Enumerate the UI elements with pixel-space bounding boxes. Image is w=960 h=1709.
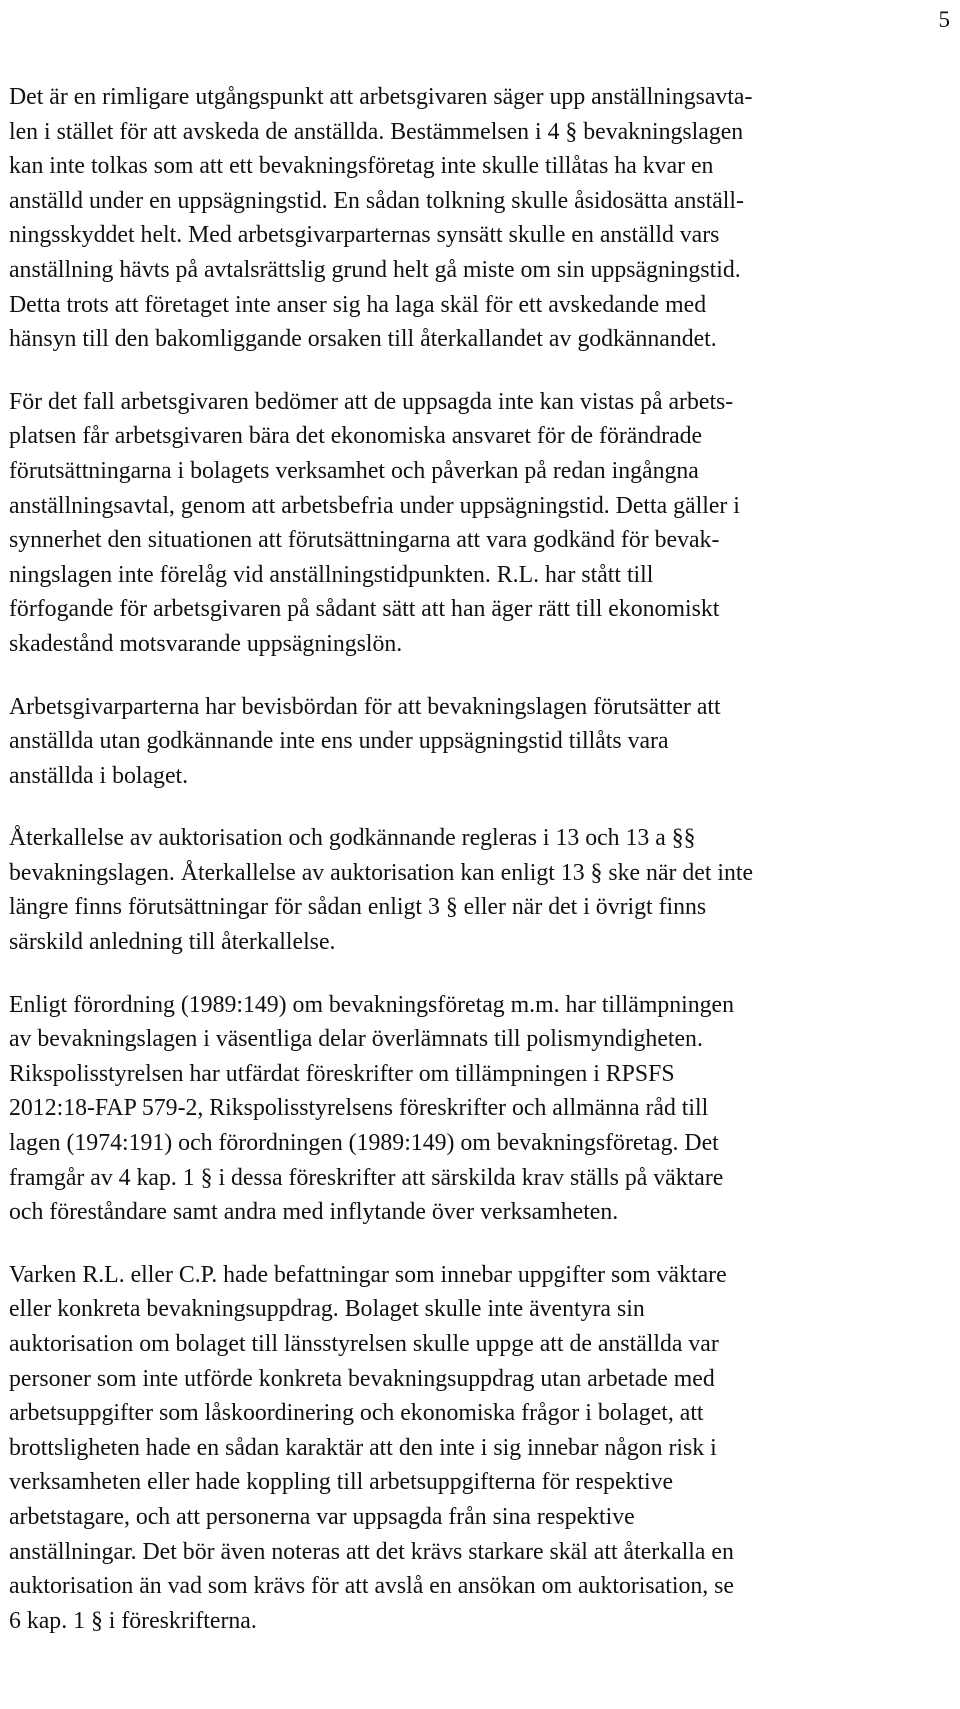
paragraph-4: Återkallelse av auktorisation och godkännande regleras i 13 och 13 a §§ bevakningslagen. Återkallelse av auktorisation kan enligt 13 § ske när det inte längre finns förutsättningar för sådan enligt 3 § eller när det i övrigt finns särskild anledning till återkallelse. bbox=[9, 825, 754, 956]
paragraph-5: Enligt förordning (1989:149) om bevakningsföretag m.m. har tillämpningen av bevakningslagen i väsentliga delar överlämnats till polismyndigheten. Rikspolisstyrelsen har utfärdat föreskrifter om tillämpningen i RPSFS 2012:18-FAP 579-2, Rikspolisstyrelsens föreskrifter och allmänna råd till lagen (1974:191) och förordningen (1989:149) om bevakningsföretag. Det framgår av 4 kap. 1 § i dessa föreskrifter att särskilda krav ställs på väktare och föreståndare samt andra med inflytande över verksamheten. bbox=[9, 991, 735, 1226]
document-body bbox=[9, 80, 949, 1666]
paragraph-6: Varken R.L. eller C.P. hade befattningar som innebar uppgifter som väktare eller konkreta bevakningsuppdrag. Bolaget skulle inte äventyra sin auktorisation om bolaget till länsstyrelsen skulle uppge att de anställda var personer som inte utförde konkreta bevakningsuppdrag utan arbetade med arbetsuppgifter som låskoordinering och ekonomiska frågor i bolaget, att brottsligheten hade en sådan karaktär att den inte i sig innebar någon risk i verksamheten eller hade koppling till arbetsuppgifterna för respektive arbetstagare, och att personerna var uppsagda från sina respektive anställningar. Det bör även noteras att det krävs starkare skäl att återkalla en auktorisation än vad som krävs för att avslå en ansökan om auktorisation, se 6 kap. 1 § i föreskrifterna. bbox=[9, 1261, 734, 1634]
page-number: 5 bbox=[938, 7, 950, 32]
paragraph-1: Det är en rimligare utgångspunkt att arbetsgivaren säger upp anställningsavta- len i stället för att avskeda de anställda. Bestämmelsen i 4 § bevakningslagen kan inte tolkas som att ett bevakningsföretag inte skulle tillåtas ha kvar en anställd under en uppsägningstid. En sådan tolkning skulle åsidosätta anställ- ningsskyddet helt. Med arbetsgivarparternas synsätt skulle en anställd vars anställning hävts på avtalsrättslig grund helt gå miste om sin uppsägningstid. Detta trots att företaget inte anser sig ha laga skäl för ett avskedande med hänsyn till den bakomliggande orsaken till återkallandet av godkännandet. bbox=[9, 84, 753, 353]
paragraph-2: För det fall arbetsgivaren bedömer att de uppsagda inte kan vistas på arbets- platsen får arbetsgivaren bära det ekonomiska ansvaret för de förändrade förutsättningarna i bolagets verksamhet och påverkan på redan ingångna anställningsavtal, genom att arbetsbefria under uppsägningstid. Detta gäller i synnerhet den situationen att förutsättningarna att vara godkänd för bevak- ningslagen inte förelåg vid anställningstidpunkten. R.L. har stått till förfogande för arbetsgivaren på sådant sätt att han äger rätt till ekonomiskt skadestånd motsvarande uppsägningslön. bbox=[9, 388, 740, 657]
paragraph-3: Arbetsgivarparterna har bevisbördan för att bevakningslagen förutsätter att anställda utan godkännande inte ens under uppsägningstid tillåts vara anställda i bolaget. bbox=[9, 693, 721, 789]
